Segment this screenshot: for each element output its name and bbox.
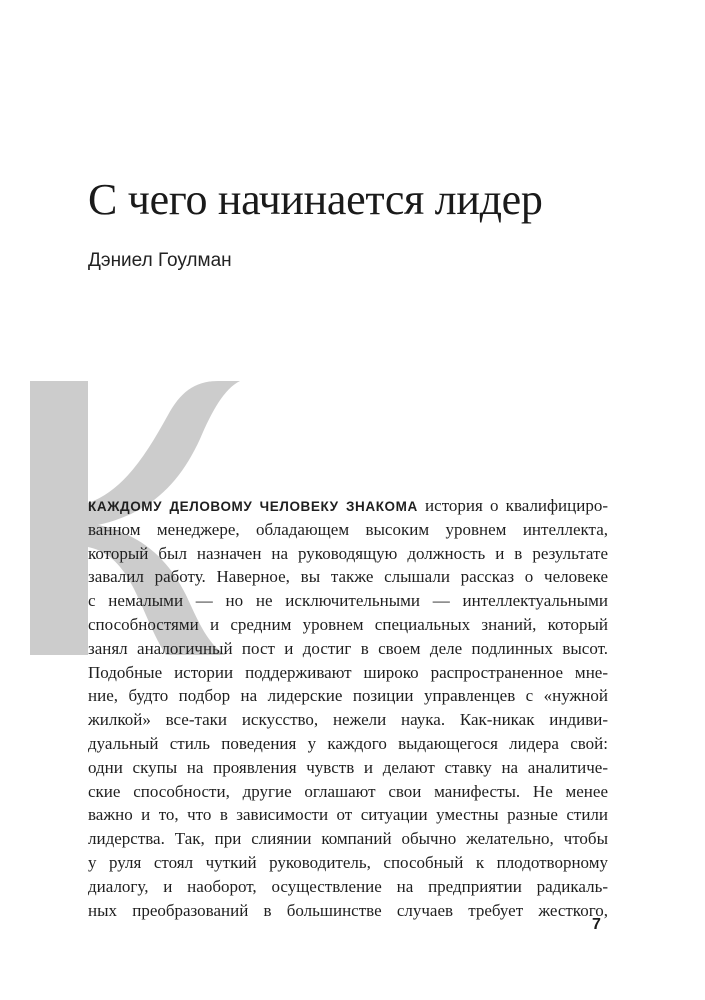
body-line: Подобные истории поддерживают широко распространенное мне- xyxy=(88,662,608,682)
page-number: 7 xyxy=(592,916,601,933)
body-line-1 xyxy=(88,494,608,518)
body-line: диалогу, и наоборот, осуществление на предприятии радикаль- xyxy=(88,876,608,896)
body-line: у руля стоял чуткий руководитель, способный к плодотворному xyxy=(88,852,608,872)
body-line: лидерства. Так, при слиянии компаний обычно желательно, чтобы xyxy=(88,829,608,849)
chapter-title: С чего начинается лидер xyxy=(88,175,543,224)
body-line: с немалыми — но не исключительными — интеллектуальными xyxy=(88,591,608,611)
body-line: занял аналогичный пост и достиг в своем деле подлинных высот. xyxy=(88,638,608,658)
chapter-author: Дэниел Гоулман xyxy=(88,250,232,271)
lead-in-caps: КАЖДОМУ ДЕЛОВОМУ ЧЕЛОВЕКУ ЗНАКОМА xyxy=(88,499,418,514)
body-line: ванном менеджере, обладающем высоким уровнем интеллекта, xyxy=(88,519,608,539)
body-line: который был назначен на руководящую должность и в результате xyxy=(88,543,608,563)
chapter-body xyxy=(88,494,608,922)
body-line: важно и то, что в зависимости от ситуации уместны разные стили xyxy=(88,805,608,825)
body-line: ние, будто подбор на лидерские позиции управленцев с «нужной xyxy=(88,686,608,706)
first-line-rest: история о квалифициро- xyxy=(417,496,608,515)
body-line: жилкой» все-таки искусство, нежели наука. Как-никак индиви- xyxy=(88,710,608,730)
body-line: одни скупы на проявления чувств и делают ставку на аналитиче- xyxy=(88,757,608,777)
body-line: способностями и средним уровнем специальных знаний, который xyxy=(88,614,608,634)
body-line: завалил работу. Наверное, вы также слышали рассказ о человеке xyxy=(88,567,608,587)
body-line: дуальный стиль поведения у каждого выдающегося лидера свой: xyxy=(88,733,608,753)
body-line: ские способности, другие оглашают свои манифесты. Не менее xyxy=(88,781,608,801)
body-line: ных преобразований в большинстве случаев требует жесткого, xyxy=(88,900,608,920)
dropcap-stem xyxy=(30,381,88,655)
